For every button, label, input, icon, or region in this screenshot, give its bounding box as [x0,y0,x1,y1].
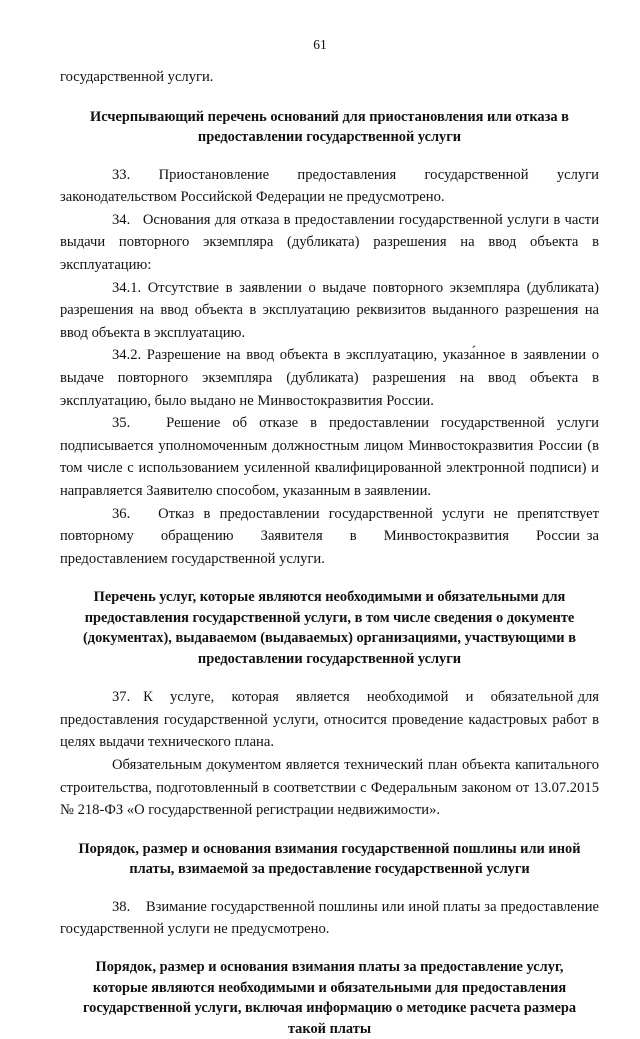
heading-line: такой платы [287,1020,372,1037]
page-number: 61 [313,37,327,52]
heading-line: (документах), выдаваемом (выдаваемых) организациями, участвующими в [83,630,576,647]
document-body [60,66,599,1039]
heading-line: платы, взимаемой за предоставление государственной услуги [129,861,530,878]
heading-line: которые являются необходимыми и обязательными для предоставления [92,979,567,996]
heading-line: предоставлении государственной услуги [197,650,462,667]
section-heading-required-services [60,587,599,669]
heading-line: Исчерпывающий перечень оснований для приостановления или отказа в [90,108,569,125]
section-heading-grounds-refusal [60,107,599,148]
heading-line: предоставлении государственной услуги [197,129,462,146]
section-heading-fee-methodology [60,957,599,1039]
heading-line: Порядок, размер и основания взимания платы за предоставление услуг, [95,959,564,976]
heading-line: Порядок, размер и основания взимания государственной пошлины или иной [78,840,581,857]
paragraph-36: 36. Отказ в предоставлении государственной услуги не препятствует повторному обращению Заявителя в Минвостокразвития России за предоставлением государственной услуги. [60,505,599,567]
heading-line: предоставления государственной услуги, в том числе сведения о документе [84,609,575,626]
section-heading-state-fee [60,839,599,880]
heading-line: государственной услуги, включая информацию о методике расчета размера [82,1000,577,1017]
paragraph-continuation: государственной услуги. [60,69,214,85]
paragraph-35: 35. Решение об отказе в предоставлении государственной услуги подписывается уполномоченным должностным лицом Минвостокразвития России (в том числе с использованием усиленной квалифицированной электронной подписи) и направляется Заявителю способом, указанным в заявлении. [60,415,599,499]
paragraph-34-1: 34.1. Отсутствие в заявлении о выдаче повторного экземпляра (дубликата) разрешения на ввод объекта в эксплуатацию реквизитов выданного разрешения на ввод объекта в эксплуатацию. [60,279,599,341]
paragraph-34: 34. Основания для отказа в предоставлении государственной услуги в части выдачи повторного экземпляра (дубликата) разрешения на ввод объекта в эксплуатацию: [60,211,599,273]
paragraph-34-2: 34.2. Разрешение на ввод объекта в эксплуатацию, указа́нное в заявлении о выдаче повторного экземпляра (дубликата) разрешения на ввод объекта в эксплуатацию, было выдано не Минвостокразвития России. [60,347,599,409]
paragraph-33: 33. Приостановление предоставления государственной услуги законодательством Российской Федерации не предусмотрено. [60,166,599,206]
paragraph-37-document: Обязательным документом является технический план объекта капитального строительства, подготовленный в соответствии с Федеральным законом от 13.07.2015 № 218-ФЗ «О государственной регистрации недвижимости». [60,757,599,819]
paragraph-37: 37. К услуге, которая является необходимой и обязательной для предоставления государственной услуги, относится проведение кадастровых работ в целях выдачи технического плана. [60,689,599,751]
paragraph-38: 38. Взимание государственной пошлины или иной платы за предоставление государственной услуги не предусмотрено. [60,898,599,938]
heading-line: Перечень услуг, которые являются необходимыми и обязательными для [93,589,566,606]
